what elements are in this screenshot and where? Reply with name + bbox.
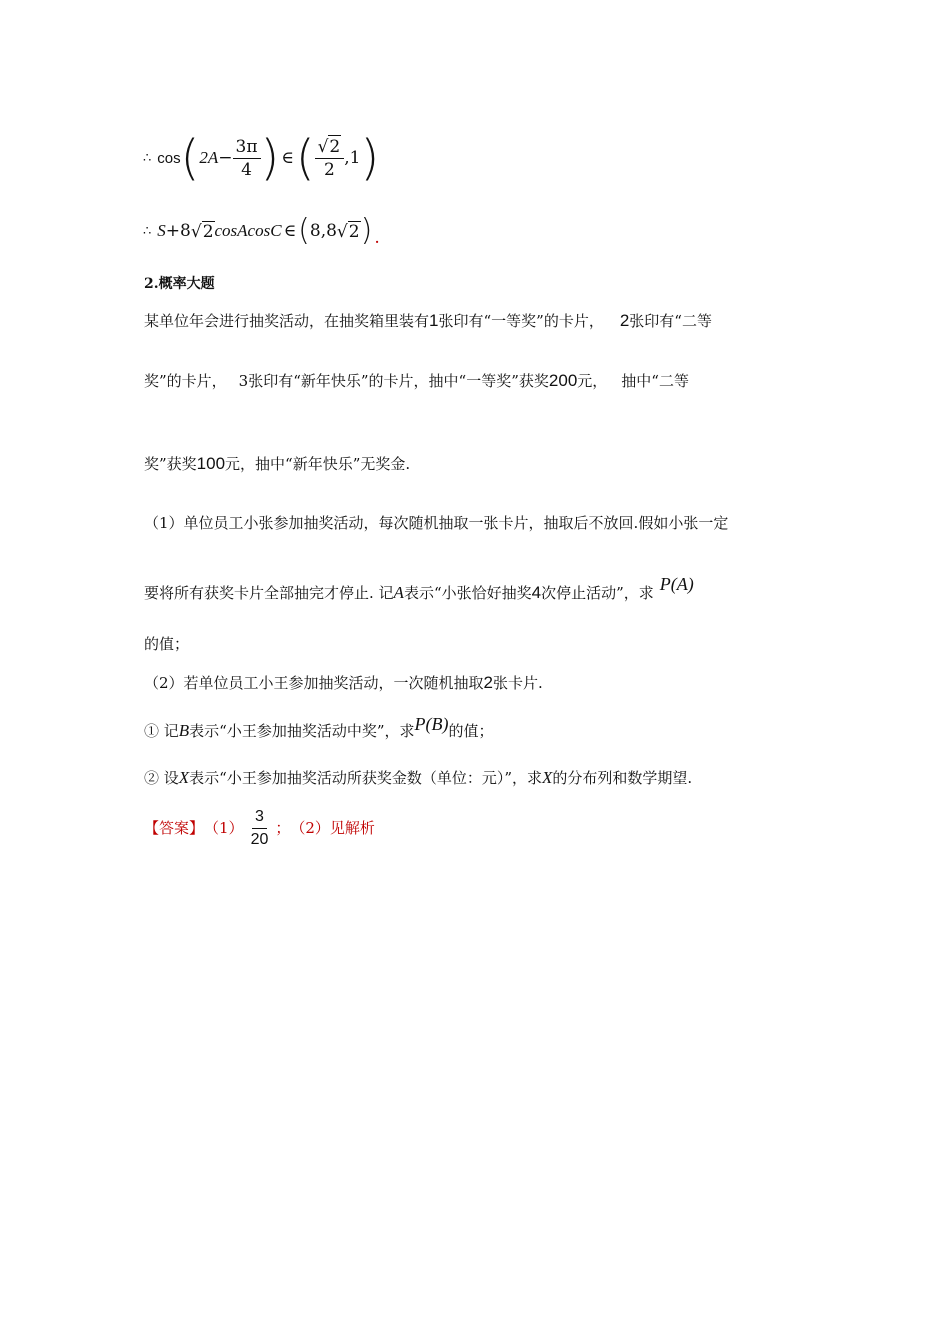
interval-values: 8,8 — [309, 221, 337, 241]
formula-sum-range — [143, 214, 380, 248]
question-2-part-2 — [144, 768, 692, 788]
problem-text: 表示“小张恰好抽奖 — [403, 584, 532, 602]
problem-text: 张卡片. — [493, 674, 543, 692]
element-of: ∈ — [281, 148, 294, 168]
fraction-numerator-2: √2 — [315, 135, 345, 159]
fraction-numerator: 3π — [233, 136, 261, 159]
formula-cos-range — [143, 132, 379, 184]
left-paren-2: ( — [295, 130, 315, 186]
problem-text: 奖”的卡片， — [144, 372, 227, 390]
sqrt-2-second: √2 — [336, 221, 360, 242]
question-1-line-3: 的值； — [144, 635, 190, 653]
sqrt-radicand: 2 — [329, 137, 341, 157]
sqrt-radicand-first: 2 — [202, 221, 214, 242]
answer-line — [144, 805, 375, 851]
event-b: B — [178, 721, 190, 740]
problem-text: （2）若单位员工小王参加抽奖活动，一次随机抽取 — [144, 674, 484, 692]
random-variable-x: X — [178, 768, 190, 787]
therefore-symbol: ∴ — [143, 150, 152, 166]
fraction-sqrt2-2 — [315, 135, 345, 181]
plus-eight: +8 — [165, 221, 191, 241]
answer-label: 【答案】 — [144, 819, 205, 837]
arg-2a: 2A — [199, 148, 219, 167]
problem-text: 要将所有获奖卡片全部抽完才停止. 记 — [144, 584, 394, 602]
cos-product: cosAcosC — [214, 221, 282, 240]
answer-fraction-numerator: 3 — [252, 806, 267, 829]
problem-line-1 — [144, 311, 712, 331]
problem-line-3 — [144, 454, 410, 474]
var-s: S — [157, 221, 166, 240]
problem-text: ① 记 — [144, 722, 179, 740]
problem-text: 张印有“新年快乐”的卡片，抽中“一等奖”获奖 — [248, 372, 549, 390]
answer-part-1: （1） — [204, 819, 244, 837]
question-2-line — [144, 673, 543, 693]
answer-part-2: （2）见解析 — [290, 819, 375, 837]
number-3: 3 — [238, 372, 249, 390]
problem-text: 抽中“二等 — [621, 372, 689, 390]
fraction-denominator: 4 — [241, 159, 252, 180]
section-heading: 2.概率大题 — [144, 276, 215, 292]
number-2: 2 — [619, 311, 630, 330]
end-dot: . — [374, 228, 380, 248]
number-4: 4 — [531, 583, 542, 602]
cos-text: cos — [157, 149, 181, 167]
left-paren-3: ( — [298, 213, 310, 248]
problem-text: 次停止活动”，求 — [541, 584, 654, 602]
right-paren-2: ) — [360, 130, 380, 186]
problem-text: ② 设 — [144, 769, 179, 787]
probability-pa: P(A) — [659, 574, 694, 594]
random-variable-x-2: X — [542, 768, 553, 787]
event-a: A — [393, 583, 404, 602]
number-100: 100 — [196, 454, 226, 473]
interval-tail: ,1 — [344, 148, 361, 168]
problem-text: 张印有“一等奖”的卡片， — [438, 312, 604, 330]
minus-sign: − — [218, 148, 233, 168]
question-1-line-1: （1）单位员工小张参加抽奖活动，每次随机抽取一张卡片，抽取后不放回.假如小张一定 — [144, 514, 729, 532]
probability-pb: P(B) — [414, 714, 449, 734]
question-2-part-1 — [144, 714, 494, 741]
answer-separator: ； — [275, 819, 291, 837]
answer-fraction-denominator: 20 — [250, 830, 269, 848]
sqrt-2-first: √2 — [190, 221, 214, 242]
therefore-symbol-2: ∴ — [143, 223, 152, 239]
problem-text: 某单位年会进行抽奖活动，在抽奖箱里装有 — [144, 312, 430, 330]
problem-text: 张印有“二等 — [629, 312, 712, 330]
fraction-denominator-2: 2 — [323, 160, 335, 180]
problem-text: 元，抽中“新年快乐”无奖金. — [225, 455, 411, 473]
right-paren-3: ) — [360, 213, 373, 248]
number-2b: 2 — [483, 673, 494, 692]
sqrt-radicand-second: 2 — [348, 221, 360, 242]
problem-text: 的值； — [448, 722, 494, 740]
left-paren: ( — [180, 130, 200, 186]
element-of-2: ∈ — [283, 221, 297, 241]
number-1: 1 — [429, 311, 439, 330]
right-paren: ) — [260, 130, 280, 186]
problem-text: 奖”获奖 — [144, 455, 197, 473]
number-200: 200 — [548, 371, 578, 390]
problem-line-2 — [144, 371, 689, 391]
problem-text: 的分布列和数学期望. — [552, 769, 693, 787]
fraction-3pi-4 — [233, 136, 261, 181]
problem-text: 表示“小王参加抽奖活动所获奖金数（单位：元）”，求 — [189, 769, 543, 787]
problem-text: 表示“小王参加抽奖活动中奖”，求 — [189, 722, 415, 740]
problem-text: 元， — [577, 372, 608, 390]
answer-fraction — [248, 806, 272, 851]
question-1-line-2 — [144, 574, 694, 603]
